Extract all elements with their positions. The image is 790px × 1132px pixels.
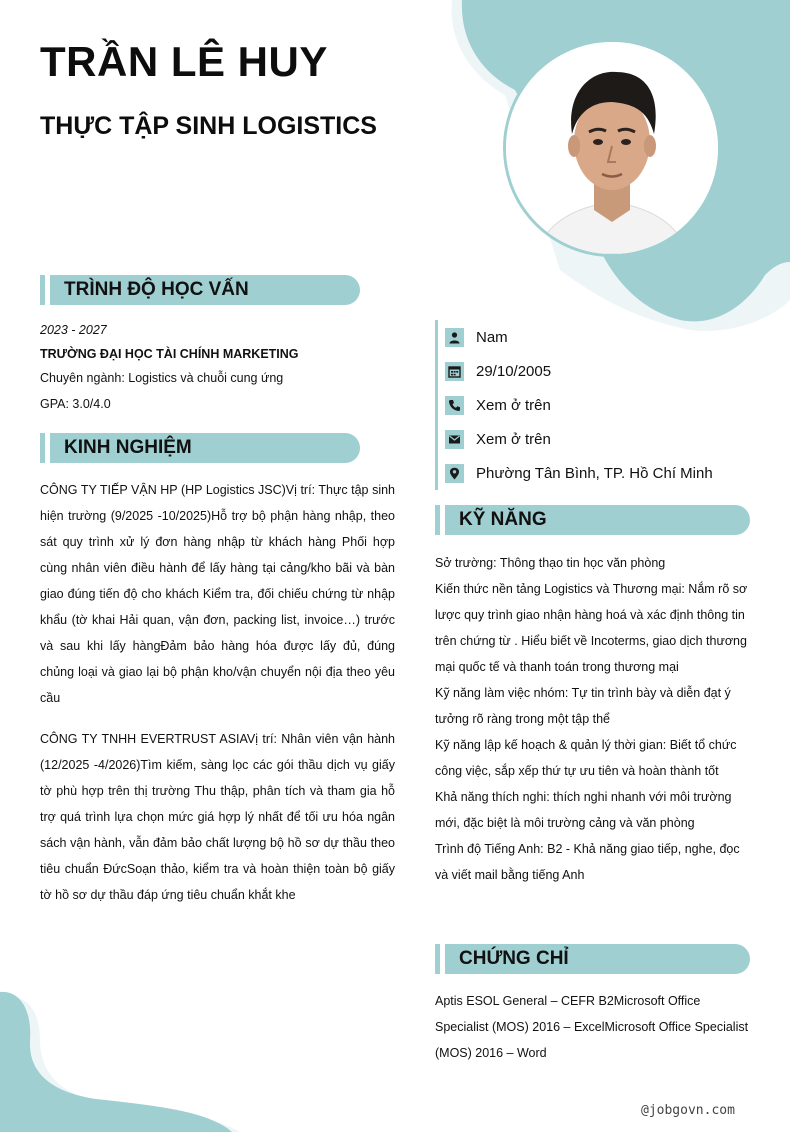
calendar-icon (445, 362, 464, 381)
footer-watermark: @jobgovn.com (641, 1103, 735, 1118)
skill-item: Sở trường: Thông thạo tin học văn phòng (435, 556, 666, 570)
skill-item: Trình độ Tiếng Anh: B2 - Khả năng giao tiếp, nghe, đọc và viết mail bằng tiếng Anh (435, 842, 740, 882)
location-pin-icon (445, 464, 464, 483)
contact-birthday-text: 29/10/2005 (476, 362, 552, 380)
contact-email-text: Xem ở trên (476, 430, 551, 448)
contact-list (435, 320, 758, 490)
section-bar (40, 433, 45, 463)
skill-item: Kiến thức nền tảng Logistics và Thương mại: Nắm rõ sơ lược quy trình giao nhận hàng hoá và xác định thông tin trên chứng từ . Hiểu biết về Incoterms, giao dịch thương mại quốc tế và thanh toán trong thương mại (435, 582, 748, 674)
contact-address-text: Phường Tân Bình, TP. Hồ Chí Minh (476, 464, 713, 482)
candidate-name: TRẦN LÊ HUY (40, 38, 328, 85)
section-title-certificates: CHỨNG CHỈ (445, 944, 750, 974)
contact-address (438, 456, 758, 490)
skill-item: Kỹ năng làm việc nhóm: Tự tin trình bày và diễn đạt ý tưởng rõ ràng trong một tập thể (435, 686, 731, 726)
contact-birthday (438, 354, 758, 388)
contact-gender-text: Nam (476, 328, 508, 346)
portrait-illustration (506, 42, 718, 254)
experience-item: CÔNG TY TIẾP VẬN HP (HP Logistics JSC)Vị trí: Thực tập sinh hiện trường (9/2025 -10/2025)Hỗ trợ bộ phận hàng nhập, theo sát quy trình xử lý đơn hàng nhập từ khách hàng Phối hợp cùng nhân viên điều hành để lấy hàng tại cảng/kho bãi và bàn giao đúng tiến độ cho khách Kiểm tra, đối chiếu chứng từ nhập khẩu (tờ khai Hải quan, vận đơn, packing list, invoice…) trước và sau khi lấy hàngĐảm bảo hàng hóa được lấy đủ, đúng chủng loại và giao lại bộ phận kho/vận chuyển nội địa theo yêu cầu (40, 483, 395, 705)
section-certificates (435, 944, 750, 974)
education-gpa: GPA: 3.0/4.0 (40, 397, 111, 411)
section-education (40, 275, 360, 305)
skill-item: Khả năng thích nghi: thích nghi nhanh với môi trường mới, đặc biệt là môi trường cảng và văn phòng (435, 790, 732, 830)
section-bar (435, 505, 440, 535)
education-major: Chuyên ngành: Logistics và chuỗi cung ứng (40, 371, 284, 385)
section-experience (40, 433, 360, 463)
phone-icon (445, 396, 464, 415)
contact-email (438, 422, 758, 456)
skill-item: Kỹ năng lập kế hoạch & quản lý thời gian: Biết tổ chức công việc, sắp xếp thứ tự ưu tiên và hoàn thành tốt (435, 738, 737, 778)
section-title-education: TRÌNH ĐỘ HỌC VẤN (50, 275, 360, 305)
education-school: TRƯỜNG ĐẠI HỌC TÀI CHÍNH MARKETING (40, 347, 299, 361)
section-skills (435, 505, 750, 535)
profile-photo (503, 39, 721, 257)
certificates-text: Aptis ESOL General – CEFR B2Microsoft Office Specialist (MOS) 2016 – ExcelMicrosoft Office Specialist (MOS) 2016 – Word (435, 994, 749, 1060)
contact-phone (438, 388, 758, 422)
contact-gender (438, 320, 758, 354)
section-title-skills: KỸ NĂNG (445, 505, 750, 535)
section-title-experience: KINH NGHIỆM (50, 433, 360, 463)
person-icon (445, 328, 464, 347)
contact-phone-text: Xem ở trên (476, 396, 551, 414)
section-bar (435, 944, 440, 974)
mail-icon (445, 430, 464, 449)
experience-item: CÔNG TY TNHH EVERTRUST ASIAVị trí: Nhân viên vận hành (12/2025 -4/2026)Tìm kiếm, sàng lọc các gói thầu dịch vụ giấy tờ phù hợp trên thị trường Thu thập, phân tích và tham gia hỗ trợ quá trình lựa chọn mức giá hợp lý nhất để tối ưu hóa ngân sách vận hành, vẫn đảm bảo chất lượng bộ hồ sơ dự thầu theo tiêu chuẩn ĐứcSoạn thảo, kiểm tra và hoàn thiện toàn bộ giấy tờ hồ sơ dự thầu đáp ứng tiêu chuẩn khắt khe (40, 732, 395, 902)
candidate-role: THỰC TẬP SINH LOGISTICS (40, 112, 377, 140)
section-bar (40, 275, 45, 305)
skills-list (435, 550, 750, 888)
education-years: 2023 - 2027 (40, 323, 107, 337)
